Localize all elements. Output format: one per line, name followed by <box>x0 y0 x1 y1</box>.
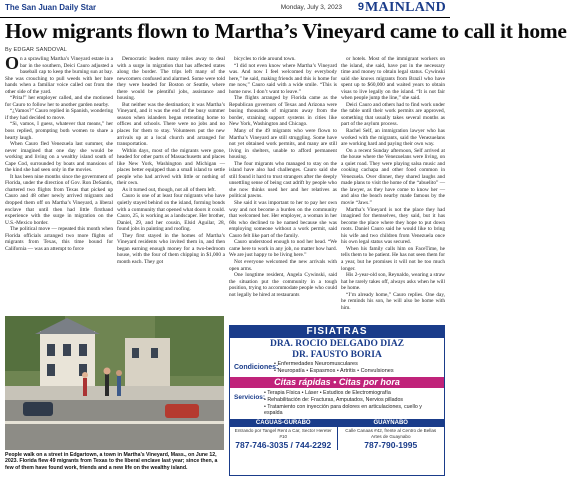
ad-condition-item: • Neuropatía • Espasmos • Artritis • Convulsiones <box>274 368 394 374</box>
paragraph: She said it was important to her to pay her own way and not become a burden on the community that welcomed her. Her employer, a woman in her 60s who declined to be named because she was employing someone without a work permit, said Cauro felt like part of the family. <box>229 200 337 239</box>
ad-location-address: Entrando por Tangel Rent a Car, Sector Hereter #10 <box>234 428 332 439</box>
paragraph: Martha’s Vineyard is not the place they had imagined for themselves, they said, but it has become the place where they hope to put down roots. Daniel Cauro said he would like to bring his wife and two children from Venezuela once his own legal status was secured. <box>341 206 445 246</box>
ad-service-item: • Rehabilitación de: Fracturas, Amputados, Nervios pillados <box>264 396 404 403</box>
ad-location-name: CAGUAS-GURABO <box>230 420 337 427</box>
paragraph: Deici Cauro and others had to find work under the table until their work permits are approved, something that usually takes several months as part of the asylum process. <box>341 101 445 128</box>
paragraph: Not everyone welcomed the new arrivals with open arms. <box>229 258 337 272</box>
paragraph: But neither was the destination; it was Martha’s Vineyard, and it was the end of the busy summer season when islanders began retreating home to offices and schools. There were no jobs and no places for them to stay. Volunteers put the new arrivals up at a local church and arranged for transportation. <box>117 101 225 148</box>
paragraph: Within days, most of the migrants were gone, headed for other parts of Massachusetts and places like New York, Washington and Michigan — places better equipped than a small island to settle people who had arrived with little or nothing of their own. <box>117 147 225 187</box>
photo-caption: People walk on a street in Edgartown, a town in Martha’s Vineyard, Mass., on June 12, 2023. Florida flew 49 migrants from Texas to the liberal enclave last year; since then, a few of them have found work, friends and a new life on the wealthy island. <box>5 452 218 471</box>
page-number: 9 <box>357 1 364 13</box>
byline: By EDGAR SANDOVAL <box>5 47 67 53</box>
paragraph: “I’m already home,” Cauro replies. One day, he reminds his son, he will also be home with him. <box>341 291 445 311</box>
ad-brand: FISIATRAS <box>230 326 444 338</box>
ad-doctor-1: DRA. ROCIO DELGADO DIAZ <box>230 338 444 349</box>
paragraph: The flights arranged by Florida came as the Republican governors of Texas and Arizona were busing thousands of migrants away from the border, straining support systems in cities like New York, Washington and Chicago. <box>229 95 337 128</box>
paragraph: Cauro understood enough to nod her head. “We came here to work in any job, no matter how hard. We are just happy to be living here.” <box>229 239 337 259</box>
paragraph: Many of the 49 migrants who were flown to Martha’s Vineyard are still struggling. Some have not yet obtained work permits, and many are still living in shelters, unable to afford permanent housing. <box>229 128 337 161</box>
ad-location-guaynabo <box>337 420 445 450</box>
ad-conditions-list <box>274 361 394 375</box>
paragraph: It has been nine months since the government of Florida, under the direction of Gov. Ron DeSantis, chartered two flights from Texas that picked up Cauro and 48 other newly arrived migrants and dropped them off on Martha’s Vineyard, a liberal enclave that until then had little firsthand experience with the surge in migration on the U.S.-Mexico border. <box>5 173 113 226</box>
ad-services <box>230 389 444 418</box>
ad-appointments-band: Citas rápidas • Citas por hora <box>230 377 444 388</box>
article-photo <box>5 316 224 450</box>
ad-location-address: Calle Canaas #42, frente al Centro de Bellas Artes de Guaynabo <box>345 428 437 439</box>
ad-location-caguas <box>230 420 337 450</box>
paragraph: As it turned out, though, not all of them left. <box>122 186 216 193</box>
ad-locations <box>230 419 444 450</box>
ad-doctor-2: DR. FAUSTO BORIA <box>230 349 444 360</box>
ad-service-item: • Terapia Física • Láser • Estudios de Electromiografía <box>264 390 391 396</box>
ad-conditions-label: Condiciones: <box>234 364 279 371</box>
paragraph: On a sprawling Martha’s Vineyard estate in a bar in the southern, Deici Cauro adjusted a baseball cap to keep the burning sun at bay. She was crouching to pull weeds with her bare hands when a familiar voice called out from the other side of the yard. <box>5 53 113 95</box>
advertisement[interactable] <box>229 325 445 476</box>
paragraph: On a recent Sunday afternoon, Self arrived at the house where the Venezuelans were living, on a quiet road. They were playing salsa music and cooking cachapa and other food common in Venezuela. Over dinner, they shared laughs and made plans to visit the home of the “abuelito” — the lawyer, as they have come to know her — and also the beach nearby made famous by the movie “Jaws.” <box>341 147 445 207</box>
ad-condition-item: • Enfermedades Neuromusculares <box>274 361 358 367</box>
paragraph: When his family calls him on FaceTime, he tells them to be patient. He has not seen them for a year, but he promises it will not be too much longer. <box>341 245 445 272</box>
paragraph: Rachel Self, an immigration lawyer who has worked with the migrants, said the Venezuelans are working hard and paying their own way. <box>341 128 445 148</box>
street-scene-illustration <box>5 316 224 450</box>
paragraph: “Si, vamos, I guess, whatever that means,” her boss replied, prompting both women to share a hearty laugh. <box>5 121 113 141</box>
paragraph: They first stayed in the homes of Martha’s Vineyard residents who invited them in, and then began earning enough money for a two-bedroom house, with the four of them chipping in $1,000 a month each. They got <box>117 232 225 265</box>
paragraph: His 2-year-old son, Reynaldo, wearing a straw hat he rarely takes off, always asks when he will be home. <box>341 272 445 292</box>
paragraph: When Cauro fled Venezuela last summer, she never imagined that one day she would be working and living on a wealthy island south of Cape Cod, surrounded by boats and mansions of the kind she had seen only in the movies. <box>5 141 113 174</box>
section-name: MAINLAND <box>365 0 446 15</box>
paragraph: or hotels. Most of the immigrant workers on the island, she said, have put in the necessary time and money to obtain legal status. Cywinski said she knows migrants from Brazil who have spent up to $60,000 and waited years to obtain visas to live legally on the island. “It is not fair when people jump the line,” she said. <box>341 56 445 102</box>
paragraph: The four migrants who managed to stay on the island have also had challenges. Cauro said she still found it hard to trust strangers after the deeply unsettling sense of being cast adrift by people who she now thinks used her and her relatives as political pawns. <box>229 160 337 200</box>
paragraph: “Prita!” her employer called, and she motioned for Cauro to follow her to another garden nearby. <box>5 95 113 108</box>
paragraph: Cauro is one of at least four migrants who have quietly stayed behind on the island, forming bonds with a community that opened what doors it could. Cauro, 25, is working as a landscaper. Her brother, Daniel, 29, and her cousin, Elsid Aguilar, 28, found jobs in painting and roofing. <box>117 193 225 233</box>
ad-service-item: • Tratamiento con inyección para dolores en articulaciones, cuello y espalda <box>264 403 422 417</box>
paragraph: “I did not even know where Martha’s Vineyard was. And now I feel welcomed by everybody here,” he said, making friends and this is home for me now,” Cauro said with a wide smile. “This is home now. I don’t want to leave.” <box>229 62 337 95</box>
article-headline: How migrants flown to Martha’s Vineyard came to call it home <box>5 19 567 43</box>
paragraph: bicycles to ride around town. <box>234 56 296 62</box>
paragraph: “¿Vamos?” Cauro replied in Spanish, wondering if they had decided to move. <box>5 108 113 121</box>
article-column-2 <box>117 56 225 314</box>
issue-date: Monday, July 3, 2023 <box>280 4 342 11</box>
ad-conditions <box>230 360 444 376</box>
masthead <box>0 0 450 18</box>
paragraph: Democratic leaders many miles away to deal with a surge in migration that has affected states along the border. The trips left many of the newcomers confused and alarmed. Some were told they were headed for Boston or Seattle, where there would be plentiful jobs, assistance and housing. <box>117 56 225 102</box>
paragraph: The political move — repeated this month when Florida officials arranged two more flights of migrants from Texas, this time bound for California — was an attempt to force <box>5 226 113 252</box>
article-column-1 <box>5 53 113 314</box>
ad-services-list <box>264 390 440 417</box>
ad-location-phone[interactable]: 787-790-1995 <box>364 440 418 450</box>
paragraph: One longtime resident, Angela Cywinski, said the situation put the community in a tough position, trying to accommodate people who could not legally be hired at restaurants <box>229 272 337 298</box>
ad-location-name: GUAYNABO <box>338 420 445 427</box>
newspaper-name: The San Juan Daily Star <box>5 3 97 12</box>
ad-location-phone[interactable]: 787-746-3035 / 744-2292 <box>235 440 332 450</box>
ad-services-label: Servicios: <box>234 394 266 401</box>
article-column-4 <box>341 56 445 322</box>
